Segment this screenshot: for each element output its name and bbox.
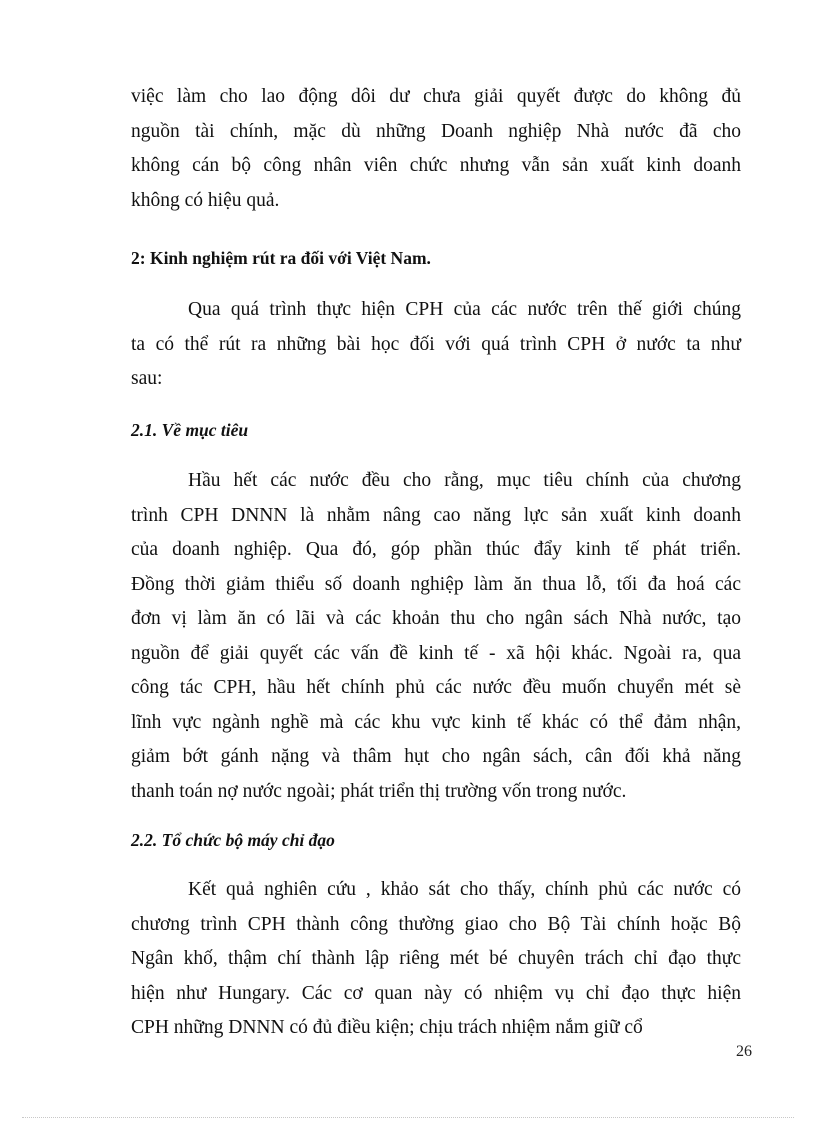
paragraph-4-line: chương trình CPH thành công thường giao cho Bộ Tài chính hoặc Bộ — [131, 913, 741, 935]
paragraph-4 — [131, 873, 741, 1046]
paragraph-4-line: CPH những DNNN có đủ điều kiện; chịu trách nhiệm nắm giữ cổ — [131, 1017, 643, 1038]
paragraph-2-line: sau: — [131, 368, 163, 389]
footer-divider — [22, 1117, 794, 1118]
paragraph-1-line: việc làm cho lao động dôi dư chưa giải quyết được do không đủ — [131, 86, 741, 107]
subsection-heading-2-2: 2.2. Tổ chức bộ máy chỉ đạo — [131, 830, 335, 850]
paragraph-4-line: Kết quả nghiên cứu , khảo sát cho thấy, chính phủ các nước có — [188, 879, 741, 900]
paragraph-3-line: đơn vị làm ăn có lãi và các khoản thu cho ngân sách Nhà nước, tạo — [131, 608, 741, 629]
paragraph-1-line: không cán bộ công nhân viên chức nhưng vẫn sản xuất kinh doanh — [131, 155, 741, 176]
paragraph-1 — [131, 80, 741, 218]
paragraph-2-line: ta có thể rút ra những bài học đối với quá trình CPH ở nước ta như — [131, 333, 741, 355]
paragraph-1-line: không có hiệu quả. — [131, 189, 280, 211]
page-number: 26 — [736, 1043, 752, 1060]
section-heading-2: 2: Kinh nghiệm rút ra đối với Việt Nam. — [131, 248, 431, 268]
paragraph-2 — [131, 293, 741, 397]
subsection-heading-2-1: 2.1. Về mục tiêu — [131, 420, 249, 440]
paragraph-3-line: Đồng thời giảm thiểu số doanh nghiệp làm ăn thua lỗ, tối đa hoá các — [131, 573, 741, 595]
paragraph-3-line: nguồn để giải quyết các vấn đề kinh tế - xã hội khác. Ngoài ra, qua — [131, 642, 741, 664]
paragraph-3-line: Hầu hết các nước đều cho rằng, mục tiêu chính của chương — [188, 470, 741, 491]
paragraph-3 — [131, 464, 741, 809]
paragraph-1-line: nguồn tài chính, mặc dù những Doanh nghiệp Nhà nước đã cho — [131, 120, 741, 142]
paragraph-4-line: Ngân khố, thậm chí thành lập riêng mét bé chuyên trách chỉ đạo thực — [131, 948, 741, 969]
paragraph-3-line: lĩnh vực ngành nghề mà các khu vực kinh tế khác có thể đảm nhận, — [131, 711, 741, 733]
paragraph-3-line: thanh toán nợ nước ngoài; phát triển thị trường vốn trong nước. — [131, 780, 627, 802]
paragraph-3-line: giảm bớt gánh nặng và thâm hụt cho ngân sách, cân đối khả năng — [131, 746, 741, 767]
paragraph-4-line: hiện như Hungary. Các cơ quan này có nhiệm vụ chỉ đạo thực hiện — [131, 982, 741, 1004]
paragraph-3-line: của doanh nghiệp. Qua đó, góp phần thúc đẩy kinh tế phát triển. — [131, 539, 741, 560]
paragraph-2-line: Qua quá trình thực hiện CPH của các nước trên thế giới chúng — [188, 299, 741, 320]
paragraph-3-line: công tác CPH, hầu hết chính phủ các nước đều muốn chuyển mét sè — [131, 677, 741, 698]
paragraph-3-line: trình CPH DNNN là nhằm nâng cao năng lực sản xuất kinh doanh — [131, 504, 741, 526]
